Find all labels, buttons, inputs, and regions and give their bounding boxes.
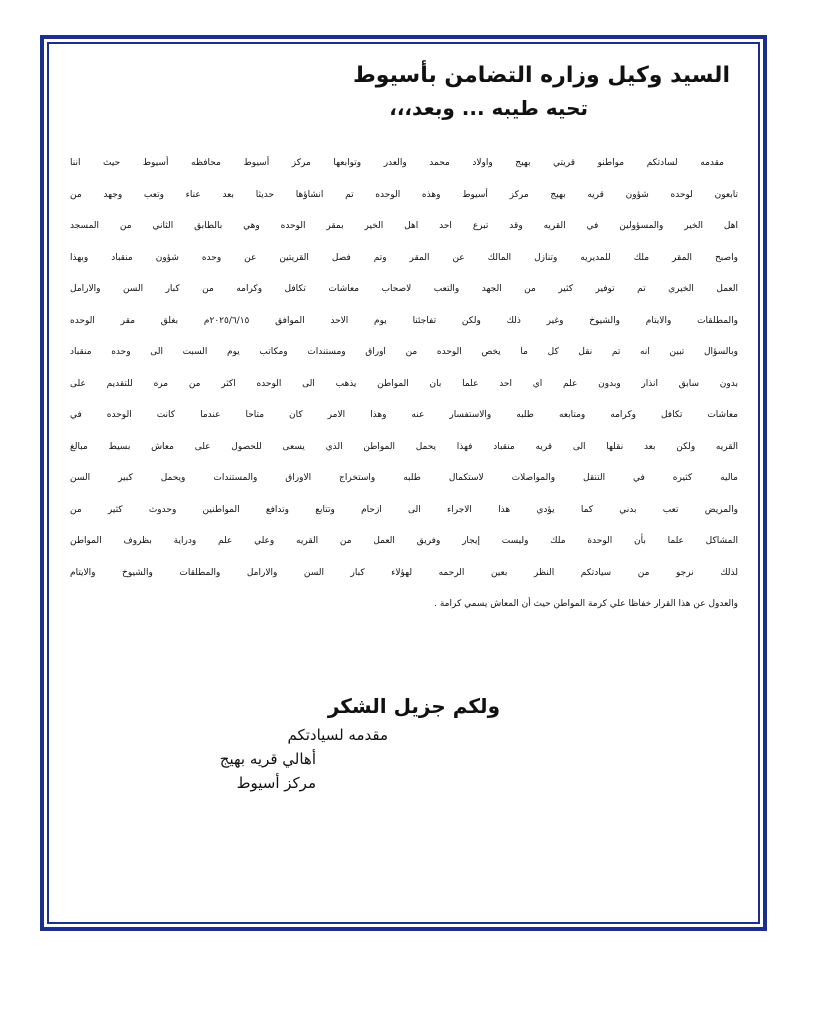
body-line: والمريض تعب بدني كما يؤدي هذا الاجراء الى ازحام وتتابع وتدافع المواطنين وحدوث كثير من: [70, 504, 738, 515]
body-line: ماليه كثيره في التنقل والمواصلات لاستكمال طلبه واستخراج الاوراق والمستندات ويحمل كبير السن: [70, 473, 738, 483]
letter-content: [70, 55, 738, 915]
body-line: المشاكل علما بأن الوحدة ملك وليست إيجار وفريق العمل من القريه وعلي علم ودراية بظروف المواطن: [70, 536, 738, 546]
body-line: لذلك نرجو من سيادتكم النظر بعين الرحمه لهؤلاء كبار السن والارامل والمطلقات والشيوخ والايتام: [70, 567, 738, 578]
letter-title: السيد وكيل وزاره التضامن بأسيوط: [352, 63, 730, 88]
body-line: معاشات تكافل وكرامه ومتابعه طلبه والاستفسار عنه وهذا الامر كان متاحا عندما كانت الوحده في: [70, 410, 738, 420]
signature-block: [220, 723, 388, 795]
body-line: وبالسؤال تبين انه تم نقل كل ما يخص الوحده من اوراق ومستندات ومكاتب يوم السبت الى وحده منقباد: [70, 347, 738, 357]
body-line: والمطلقات والايتام والشيوخ وغير ذلك ولكن تفاجئنا يوم الاحد الموافق ٢٠٢٥/٦/١٥م بغلق مقر الوحده: [70, 315, 738, 326]
body-line: تابعون لوحده شؤون قريه بهيج مركز أسيوط وهذه الوحده تم انشاؤها حديثا بعد عناء وتعب وجهد من: [70, 189, 738, 200]
signature-line: مركز أسيوط: [236, 774, 316, 792]
body-line: بدون سابق انذار وبدون علم اي احد علما بان المواطن يذهب الى الوحده اكثر من مره للتقديم على: [70, 378, 738, 389]
letter-body: [70, 148, 738, 621]
body-line: القريه ولكن بعد نقلها الى قريه منقباد فهذا يحمل المواطن الذي يسعى للحصول على معاش بسيط مبالغ: [70, 441, 738, 452]
body-line: والعدول عن هذا القرار خفاظا علي كرمة المواطن حيث أن المعاش يسمي كرامة .: [434, 599, 738, 609]
signature-line: أهالي قريه بهيج: [219, 750, 316, 768]
body-line: واصبح المقر ملك للمديريه وتنازل المالك عن المقر وتم فصل القريتين عن وحده شؤون منقباد وبهذا: [70, 252, 738, 263]
signature-line: مقدمه لسيادتكم: [287, 726, 388, 744]
body-line: اهل الخير والمسؤولين في القريه وقد تبرع احد اهل الخير بمقر الوحده وهي بالطابق الثاني من المسجد: [70, 221, 738, 231]
body-line: العمل الخيري تم توفير كثير من الجهد والتعب لاصحاب معاشات تكافل وكرامه من كبار السن والارامل: [70, 284, 738, 294]
closing-thanks: ولكم جزيل الشكر: [327, 694, 500, 718]
body-line: مقدمه لسادتكم مواطنو قريتي بهيج واولاد محمد والعدر وتوابعها مركز أسيوط محافظه أسيوط حيث اننا: [70, 158, 724, 168]
letter-greeting: تحيه طيبه ... وبعد،،،: [389, 96, 588, 120]
